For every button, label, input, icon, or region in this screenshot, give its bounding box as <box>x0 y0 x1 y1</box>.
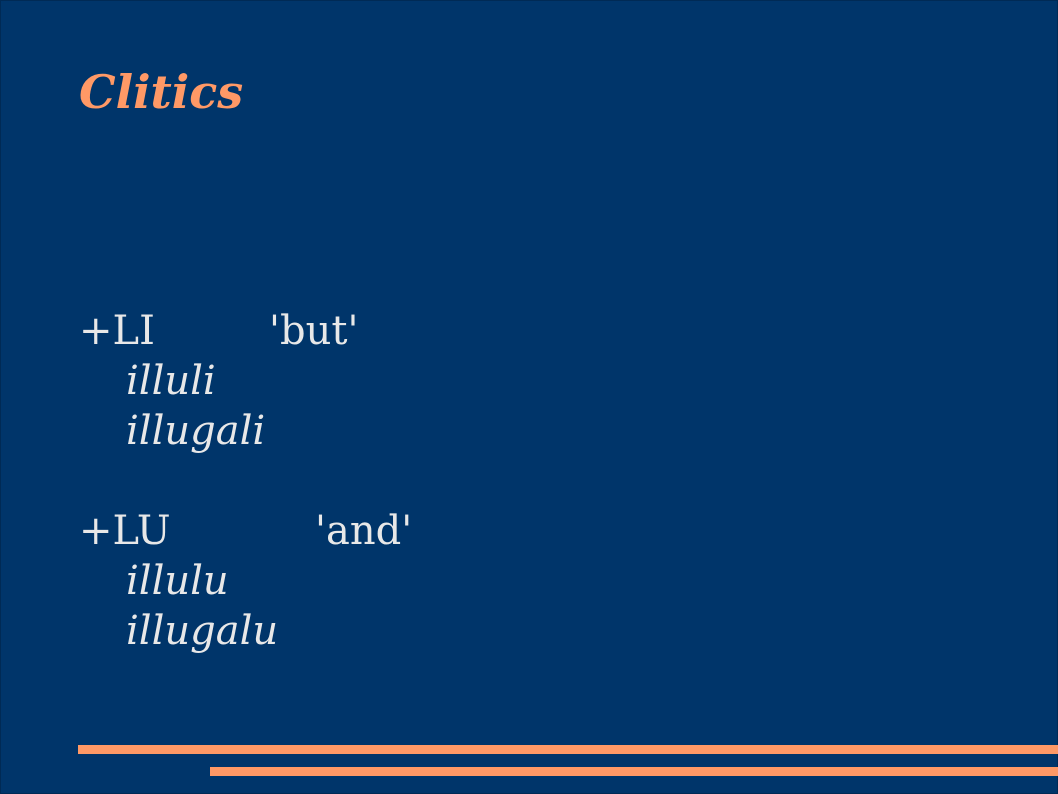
decorative-bar-top <box>78 745 1058 754</box>
decorative-bar-bottom <box>210 767 1058 776</box>
gloss-label: 'and' <box>315 508 413 554</box>
example-word: illugalu <box>126 608 279 654</box>
example-word: illuli <box>126 358 216 404</box>
example-word: illugali <box>126 408 266 454</box>
morpheme-label: +LU <box>79 508 171 554</box>
clitic-entry-li <box>79 306 359 456</box>
clitic-entry-lu <box>79 506 413 656</box>
morpheme-label: +LI <box>79 308 155 354</box>
entry-head-row <box>79 306 359 356</box>
slide-title: Clitics <box>79 65 244 119</box>
gloss-label: 'but' <box>269 308 359 354</box>
entry-head-row <box>79 506 413 556</box>
example-word: illulu <box>126 558 229 604</box>
